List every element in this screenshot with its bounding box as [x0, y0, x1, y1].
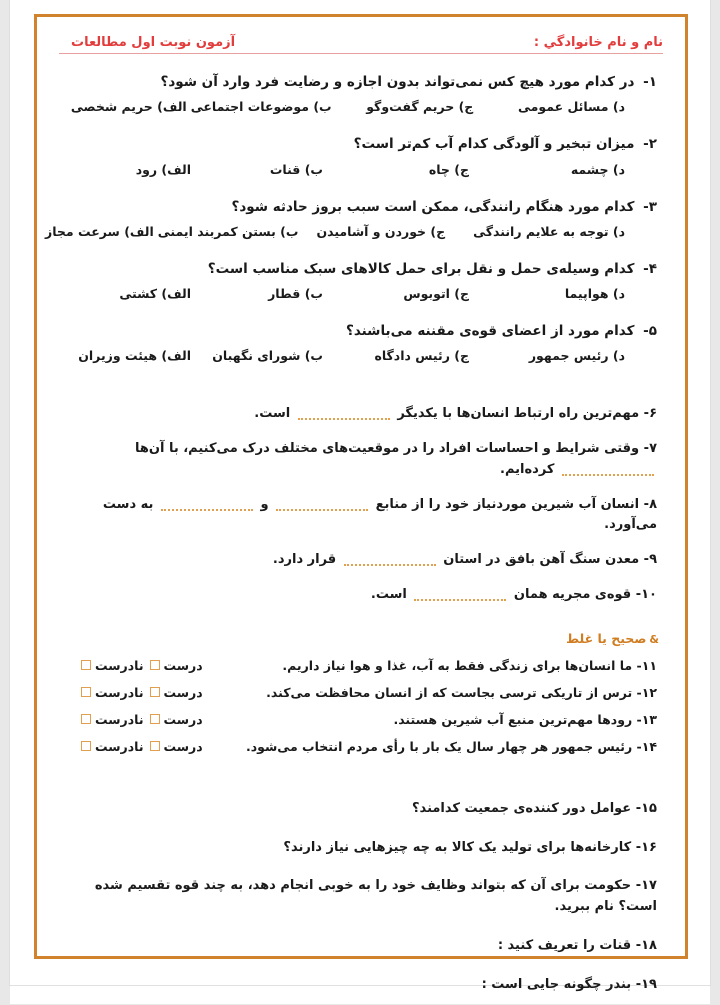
question-text: رودها مهم‌ترین منبع آب شیرین هستند. — [393, 711, 633, 727]
true-false-row-13 — [59, 706, 663, 733]
checkbox-icon[interactable] — [81, 687, 91, 697]
question-text-part: و — [260, 496, 269, 512]
question-number: ۱۰- — [635, 587, 657, 603]
question-number: ۳- — [643, 198, 657, 215]
option-a[interactable]: الف) کشتی — [119, 286, 191, 301]
question-text-part: قوه‌ی مجریه همان — [513, 587, 632, 603]
question-number: ۹- — [643, 552, 657, 568]
question-text: کدام وسیله‌ی حمل و نقل برای حمل کالاهای سبک مناسب است؟ — [207, 260, 635, 277]
option-c[interactable]: ج) رئیس دادگاه — [374, 348, 469, 364]
option-row — [59, 283, 663, 311]
question-text-part: معدن سنگ آهن بافق در استان — [443, 552, 640, 568]
choice-group — [63, 712, 203, 727]
checkbox-icon[interactable] — [150, 714, 160, 724]
option-d[interactable]: د) مسائل عمومی — [518, 99, 625, 115]
question-text-part: است. — [370, 587, 407, 603]
exam-title: آزمون نوبت اول مطالعات — [59, 35, 247, 54]
question-number: ۱۱- — [636, 657, 657, 673]
choice-true-label: درست — [163, 684, 203, 700]
statement — [203, 685, 659, 700]
ornament-icon: & — [649, 632, 659, 646]
essay-question-17 — [59, 867, 663, 927]
question-number: ۴- — [643, 260, 657, 277]
choice-group — [63, 739, 203, 754]
answer-blank[interactable] — [344, 564, 436, 566]
answer-blank[interactable] — [276, 509, 368, 511]
question-stem — [59, 128, 663, 158]
choice-false-label: نادرست — [95, 711, 144, 727]
essay-section — [59, 790, 663, 1005]
question-text: کدام مورد از اعضای قوه‌ی مقننه می‌باشند؟ — [346, 323, 635, 339]
true-false-row-14 — [59, 733, 663, 760]
fill-question-9 — [59, 543, 663, 578]
option-a[interactable]: الف) سرعت مجاز — [45, 223, 154, 239]
question-number: ۱- — [643, 74, 657, 90]
option-d[interactable]: د) هواپیما — [564, 286, 625, 301]
option-a[interactable]: الف) رود — [135, 161, 191, 177]
choice-false[interactable] — [81, 712, 144, 727]
question-number: ۲- — [643, 136, 657, 153]
question-text-part: است. — [254, 406, 291, 422]
answer-blank[interactable] — [414, 599, 506, 601]
question-text-part: کرده‌ایم. — [500, 461, 555, 477]
question-number: ۱۶- — [635, 839, 657, 855]
option-row — [45, 221, 663, 249]
mcq-question-3 — [45, 191, 663, 249]
question-number: ۱۷- — [635, 878, 657, 894]
question-stem — [59, 66, 663, 96]
statement — [203, 739, 659, 754]
choice-false-label: نادرست — [95, 738, 144, 754]
question-text: ترس از تاریکی ترسی بجاست که از انسان محافظت می‌کند. — [266, 684, 633, 700]
choice-true[interactable] — [150, 658, 203, 673]
choice-group — [63, 685, 203, 700]
question-number: ۱۸- — [635, 938, 657, 954]
mcq-question-4 — [59, 253, 663, 311]
question-number: ۱۹- — [635, 976, 657, 992]
option-row — [59, 96, 663, 124]
option-d[interactable]: د) رئیس جمهور — [528, 348, 625, 364]
true-false-heading — [59, 629, 663, 652]
choice-false[interactable] — [81, 739, 144, 754]
option-c[interactable]: ج) حریم گفت‌وگو — [366, 99, 474, 115]
fill-in-blanks-section — [59, 397, 663, 613]
choice-true-label: درست — [163, 738, 203, 754]
question-number: ۱۵- — [635, 800, 657, 816]
mcq-question-2 — [59, 128, 663, 186]
true-false-row-11 — [59, 652, 663, 679]
question-number: ۱۲- — [636, 684, 657, 700]
question-text-part: وقتی شرایط و احساسات افراد را در موقعیت‌های مختلف درک می‌کنیم، با آن‌ها — [134, 441, 640, 457]
statement — [203, 712, 659, 727]
statement — [203, 658, 659, 673]
essay-question-19 — [59, 966, 663, 1005]
true-false-row-12 — [59, 679, 663, 706]
answer-blank[interactable] — [298, 418, 390, 420]
true-false-section — [59, 629, 663, 760]
option-row — [59, 345, 663, 373]
question-text: کارخانه‌ها برای تولید یک کالا به چه چیزهایی نیاز دارند؟ — [283, 839, 632, 855]
question-text: میزان تبخیر و آلودگی کدام آب کم‌تر است؟ — [353, 136, 635, 153]
true-false-heading-label: صحیح یا غلط — [566, 630, 647, 646]
question-text-part: انسان آب شیرین موردنیاز خود را از منابع — [375, 496, 640, 512]
choice-false-label: نادرست — [95, 684, 144, 700]
option-b[interactable]: ب) قنات — [269, 161, 323, 177]
choice-false-label: نادرست — [95, 657, 144, 673]
question-stem — [59, 191, 663, 221]
fill-question-6 — [59, 397, 663, 432]
question-text-part: قرار دارد. — [272, 552, 337, 568]
mcq-question-1 — [59, 66, 663, 124]
option-d[interactable]: د) چشمه — [570, 161, 625, 177]
choice-true[interactable] — [150, 739, 203, 754]
option-c[interactable]: ج) خوردن و آشامیدن — [316, 223, 446, 239]
exam-body — [37, 17, 685, 992]
question-number: ۱۳- — [636, 711, 657, 727]
checkbox-icon[interactable] — [150, 660, 160, 670]
choice-false[interactable] — [81, 658, 144, 673]
choice-true-label: درست — [163, 657, 203, 673]
question-stem — [59, 315, 663, 345]
choice-true-label: درست — [163, 711, 203, 727]
option-a[interactable]: الف) حریم شخصی — [70, 99, 187, 115]
question-text: ما انسان‌ها برای زندگی فقط به آب، غذا و هوا نیاز داریم. — [282, 657, 633, 673]
question-number: ۱۴- — [636, 738, 657, 754]
multiple-choice-section — [45, 66, 663, 373]
choice-false[interactable] — [81, 685, 144, 700]
option-c[interactable]: ج) اتوبوس — [403, 286, 469, 301]
exam-frame — [34, 14, 688, 992]
question-stem — [59, 253, 663, 283]
mcq-question-5 — [59, 315, 663, 373]
question-text-part: مهم‌ترین راه ارتباط انسان‌ها با یکدیگر — [397, 406, 640, 422]
question-number: ۷- — [643, 441, 657, 457]
fill-question-10 — [59, 578, 663, 613]
student-name-field[interactable]: نام و نام خانوادگي : — [247, 35, 663, 54]
question-number: ۸- — [643, 496, 657, 512]
option-a[interactable]: الف) هیئت وزیران — [78, 348, 191, 364]
question-text: رئیس جمهور هر چهار سال یک بار با رأی مردم انتخاب می‌شود. — [246, 738, 633, 754]
question-text: قنات را تعریف کنید : — [497, 938, 632, 954]
question-text-part: به دست می‌آورد. — [102, 496, 657, 533]
checkbox-icon[interactable] — [81, 741, 91, 751]
checkbox-icon[interactable] — [81, 714, 91, 724]
option-d[interactable]: د) توجه به علایم رانندگی — [473, 223, 625, 239]
fill-question-8 — [59, 488, 663, 544]
checkbox-icon[interactable] — [150, 687, 160, 697]
option-b[interactable]: ب) قطار — [268, 286, 323, 301]
question-number: ۶- — [643, 406, 657, 422]
answer-blank[interactable] — [562, 474, 654, 476]
question-text: در کدام مورد هیچ کس نمی‌تواند بدون اجازه و رضایت فرد وارد آن شود؟ — [160, 74, 635, 90]
choice-true[interactable] — [150, 685, 203, 700]
essay-question-16 — [59, 829, 663, 868]
essay-question-18 — [59, 927, 663, 966]
question-text: حکومت برای آن که بتواند وظایف خود را به خوبی انجام دهد، به چند قوه تقسیم شده است؟ نام ببرید. — [94, 878, 657, 915]
option-b[interactable]: ب) بستن کمربند ایمنی — [157, 223, 299, 239]
fill-question-7 — [59, 432, 663, 488]
option-b[interactable]: ب) موضوعات اجتماعی — [190, 99, 332, 115]
checkbox-icon[interactable] — [81, 660, 91, 670]
question-text: عوامل دور کننده‌ی جمعیت کدامند؟ — [412, 800, 632, 816]
choice-group — [63, 658, 203, 673]
option-b[interactable]: ب) شورای نگهبان — [212, 348, 323, 364]
option-row — [59, 159, 663, 187]
option-c[interactable]: ج) چاه — [428, 161, 469, 177]
question-text: بندر چگونه جایی است : — [481, 976, 632, 992]
question-number: ۵- — [643, 323, 657, 339]
checkbox-icon[interactable] — [150, 741, 160, 751]
question-text: کدام مورد هنگام رانندگی، ممکن است سبب بروز حادثه شود؟ — [231, 198, 635, 215]
answer-blank[interactable] — [161, 509, 253, 511]
essay-question-15 — [59, 790, 663, 829]
choice-true[interactable] — [150, 712, 203, 727]
exam-header — [59, 35, 663, 56]
